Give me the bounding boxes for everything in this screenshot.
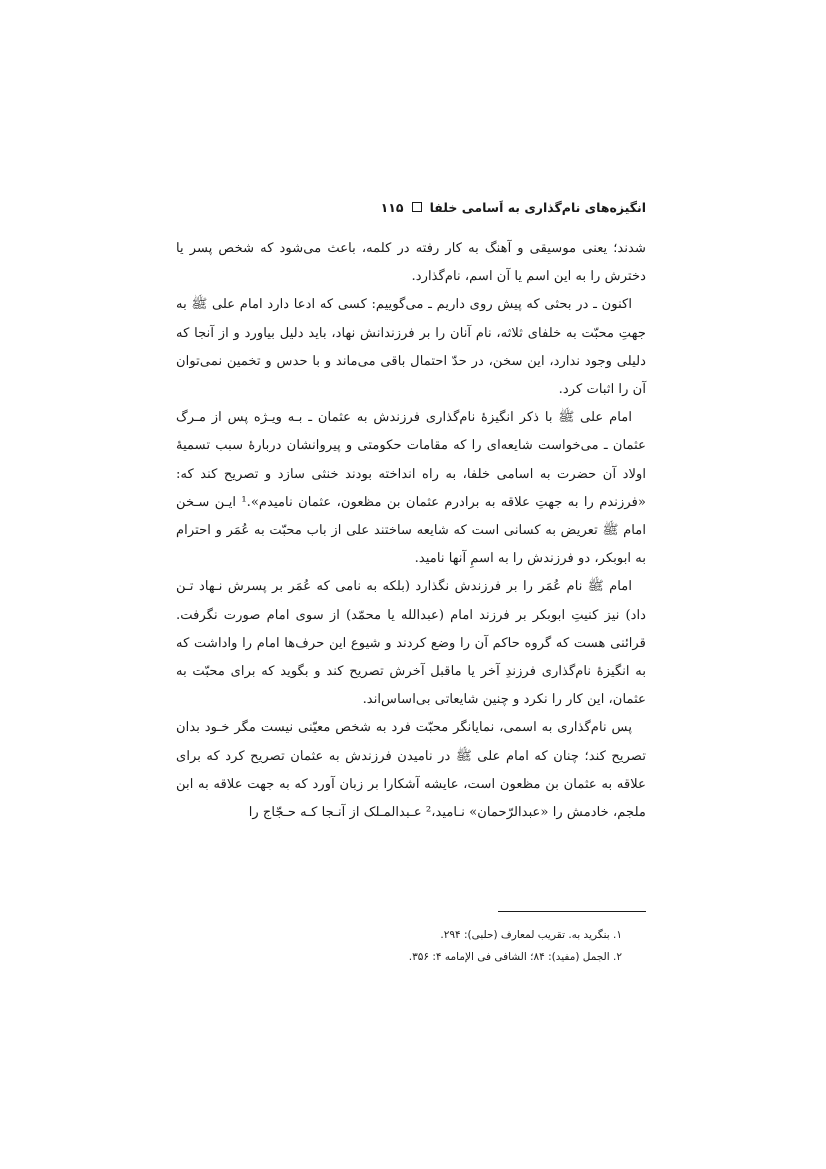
page-number: ۱۱۵ xyxy=(380,199,404,215)
paragraph: پس نام‌گذاری به اسمی، نمایانگر محبّت فرد به شخص معیّنی نیست مگر خـود بدان تصریح کند؛ چنان که امام علی ﷺ در نامیدن فرزندش به عثمان تصریح کرد که برای علاقه به عثمان بن مظعون است، عایشه آشکارا بر زبان آورد که به جهت علاقه به ابن ملجم، خادمش را «عبدالرّحمان» نـامید،² عـبدالمـلک از آنـجا کـه حـجّاج را xyxy=(176,720,646,821)
footnote: ۱. بنگرید به. تقریب لمعارف (حلبی): ۲۹۴. xyxy=(440,929,622,941)
paragraph: امام علی ﷺ با ذکر انگیزهٔ نام‌گذاری فرزندش به عثمان ـ بـه ویـژه پس از مـرگ عثمان ـ می‌خواست شایعه‌ای را که مقامات حکومتی و پیروانشان دربارهٔ سبب تسمیهٔ اولاد آن حضرت به اسامی خلفا، به راه انداخته بودند خنثی سازد و تصریح کند که: «فرزندم را به جهتِ علاقه به برادرم عثمان بن مظعون، عثمان نامیدم».¹ ایـن سـخن امام ﷺ تعریض به کسانی است که شایعه ساختند علی از باب محبّت به عُمَر و احترام به ابوبکر، دو فرزندش را به اسمِ آنها نامید. xyxy=(176,410,646,567)
paragraph: امام ﷺ نام عُمَر را بر فرزندش نگذارد (بلکه به نامی که عُمَر بر پسرش نـهاد تـن داد) نیز کنیتِ ابوبکر بر فرزند امام (عبدالله یا محمّد) از سوی امام صورت نگرفت. قرائنی هست که گروه حاکم آن را وضع کردند و شیوع این حرف‌ها امام را واداشت که به انگیزهٔ نام‌گذاری فرزندِ آخر یا ماقبل آخرش تصریح کند و بگوید که برای محبّت به عثمان، این کار را نکرد و چنین شایعاتی بی‌اساس‌اند. xyxy=(176,579,646,708)
body-text xyxy=(176,235,646,827)
running-header xyxy=(176,196,646,218)
paragraph: شدند؛ یعنی موسیقی و آهنگ به کار رفته در کلمه، باعث می‌شود که شخص پسر یا دخترش را به این اسم یا آن اسم، نام‌گذارد. xyxy=(176,241,646,285)
running-title: انگیزه‌های نام‌گذاری به اَسامی خلفا xyxy=(429,199,646,215)
footnote-separator xyxy=(498,911,646,912)
paragraph: اکنون ـ در بحثی که پیش روی داریم ـ می‌گوییم: کسی که ادعا دارد امام علی ﷺ به جهتِ محبّت به خلفای ثلاثه، نام آنان را بر فرزندانش نهاد، باید دلیل بیاورد و از آنجا که دلیلی وجود ندارد، این سخن، در حدّ احتمال باقی می‌ماند و با حدس و تخمین نمی‌توان آن را اثبات کرد. xyxy=(176,297,646,398)
footnote: ۲. الجمل (مفید): ۸۴؛ الشافی فی الإمامه ۴: ۳۵۶. xyxy=(408,951,622,963)
footnotes xyxy=(176,924,646,968)
square-ornament-icon xyxy=(412,202,422,212)
